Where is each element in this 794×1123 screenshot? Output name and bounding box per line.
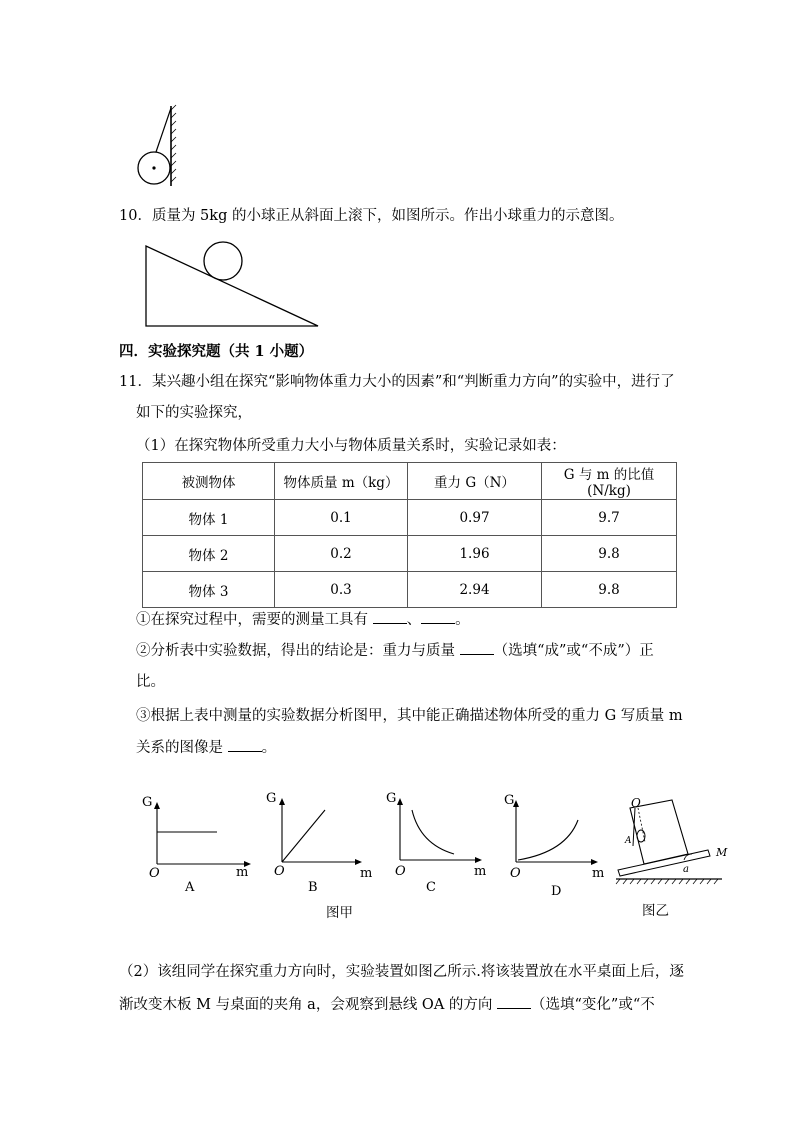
table-header-row [143,463,677,500]
period: 。 [455,612,470,628]
table-header-cell: 重力 G（N） [408,463,542,500]
table-cell: 2.94 [408,572,542,608]
graph-b-label: B [308,880,318,895]
graph-b-origin: O [274,864,285,879]
graph-d-x-label: m [592,866,605,881]
sub-question-2 [136,640,654,661]
table-cell: 物体 1 [143,500,275,536]
figure-jia-caption: 图甲 [326,905,353,921]
table-cell: 1.96 [408,536,542,572]
table-header-cell: G 与 m 的比值(N/kg) [542,463,677,500]
sub-question-3: ③根据上表中测量的实验数据分析图甲，其中能正确描述物体所受的重力 G 写质量 m [136,708,683,724]
sub-question-3-cont [136,737,276,758]
graph-d [506,798,606,868]
graph-d-y-label: G [504,793,515,808]
table-cell: 0.1 [275,500,408,536]
graph-c-y-label: G [386,791,397,806]
separator: 、 [406,612,422,628]
graph-a-y-label: G [142,795,153,810]
graph-d-origin: O [510,866,521,881]
sub-question-2-hint: （选填“成”或“不成”）正 [493,643,654,659]
figure-yi-label-m: M [716,846,728,859]
graph-c [390,796,490,866]
table-header-cell: 被测物体 [143,463,275,500]
table-row [143,500,677,536]
graph-b-y-label: G [266,791,277,806]
graph-a [145,800,255,870]
answer-blank[interactable] [373,609,407,624]
answer-blank[interactable] [228,737,262,752]
table-row [143,536,677,572]
table-cell: 0.2 [275,536,408,572]
pendulum-wall-figure [130,100,190,192]
question-11-line2: 如下的实验探究， [136,405,252,421]
table-cell: 物体 2 [143,536,275,572]
table-cell: 9.7 [542,500,677,536]
graph-a-origin: O [149,866,160,881]
table-header-cell: 物体质量 m（kg） [275,463,408,500]
graph-b [270,796,370,868]
figure-yi-label-a: A [625,836,632,846]
period: 。 [261,740,277,756]
figure-yi-label-o: O [631,796,641,810]
table-cell: 9.8 [542,572,677,608]
figure-yi-label-angle: a [683,864,689,875]
sub-question-3-text: 关系的图像是 [136,740,228,756]
table-row [143,572,677,608]
question-11-part2-line2 [119,994,655,1015]
graph-c-origin: O [395,864,406,879]
incline-ball-figure [140,236,322,330]
graph-c-x-label: m [474,864,487,879]
answer-blank[interactable] [460,640,494,655]
graph-a-label: A [185,880,195,895]
part2-text: 渐改变木板 M 与桌面的夹角 a，会观察到悬线 OA 的方向 [119,997,498,1013]
question-10: 10．质量为 5kg 的小球正从斜面上滚下，如图所示。作出小球重力的示意图。 [119,208,624,224]
data-table [142,462,677,608]
part2-hint: （选填“变化”或“不 [531,997,655,1013]
table-cell: 0.97 [408,500,542,536]
sub-question-2-cont: 比。 [136,674,165,690]
sub-question-2-text: ②分析表中实验数据，得出的结论是：重力与质量 [136,643,460,659]
table-cell: 9.8 [542,536,677,572]
graph-d-label: D [551,884,562,899]
graph-b-x-label: m [360,866,373,881]
sub-question-1 [136,609,470,630]
question-11-part1: （1）在探究物体所受重力大小与物体质量关系时，实验记录如表： [136,438,566,454]
graph-a-x-label: m [236,865,249,880]
figure-yi-caption: 图乙 [642,903,669,919]
graph-c-label: C [426,880,436,895]
question-11-line1: 11．某兴趣小组在探究“影响物体重力大小的因素”和“判断重力方向”的实验中，进行了 [119,374,675,390]
table-cell: 物体 3 [143,572,275,608]
question-11-part2-line1: （2）该组同学在探究重力方向时，实验装置如图乙所示.将该装置放在水平桌面上后，逐 [119,964,684,980]
sub-question-1-text: ①在探究过程中，需要的测量工具有 [136,612,373,628]
table-cell: 0.3 [275,572,408,608]
answer-blank[interactable] [421,609,455,624]
section-title: 四．实验探究题（共 1 小题） [119,343,314,360]
answer-blank[interactable] [497,994,531,1009]
